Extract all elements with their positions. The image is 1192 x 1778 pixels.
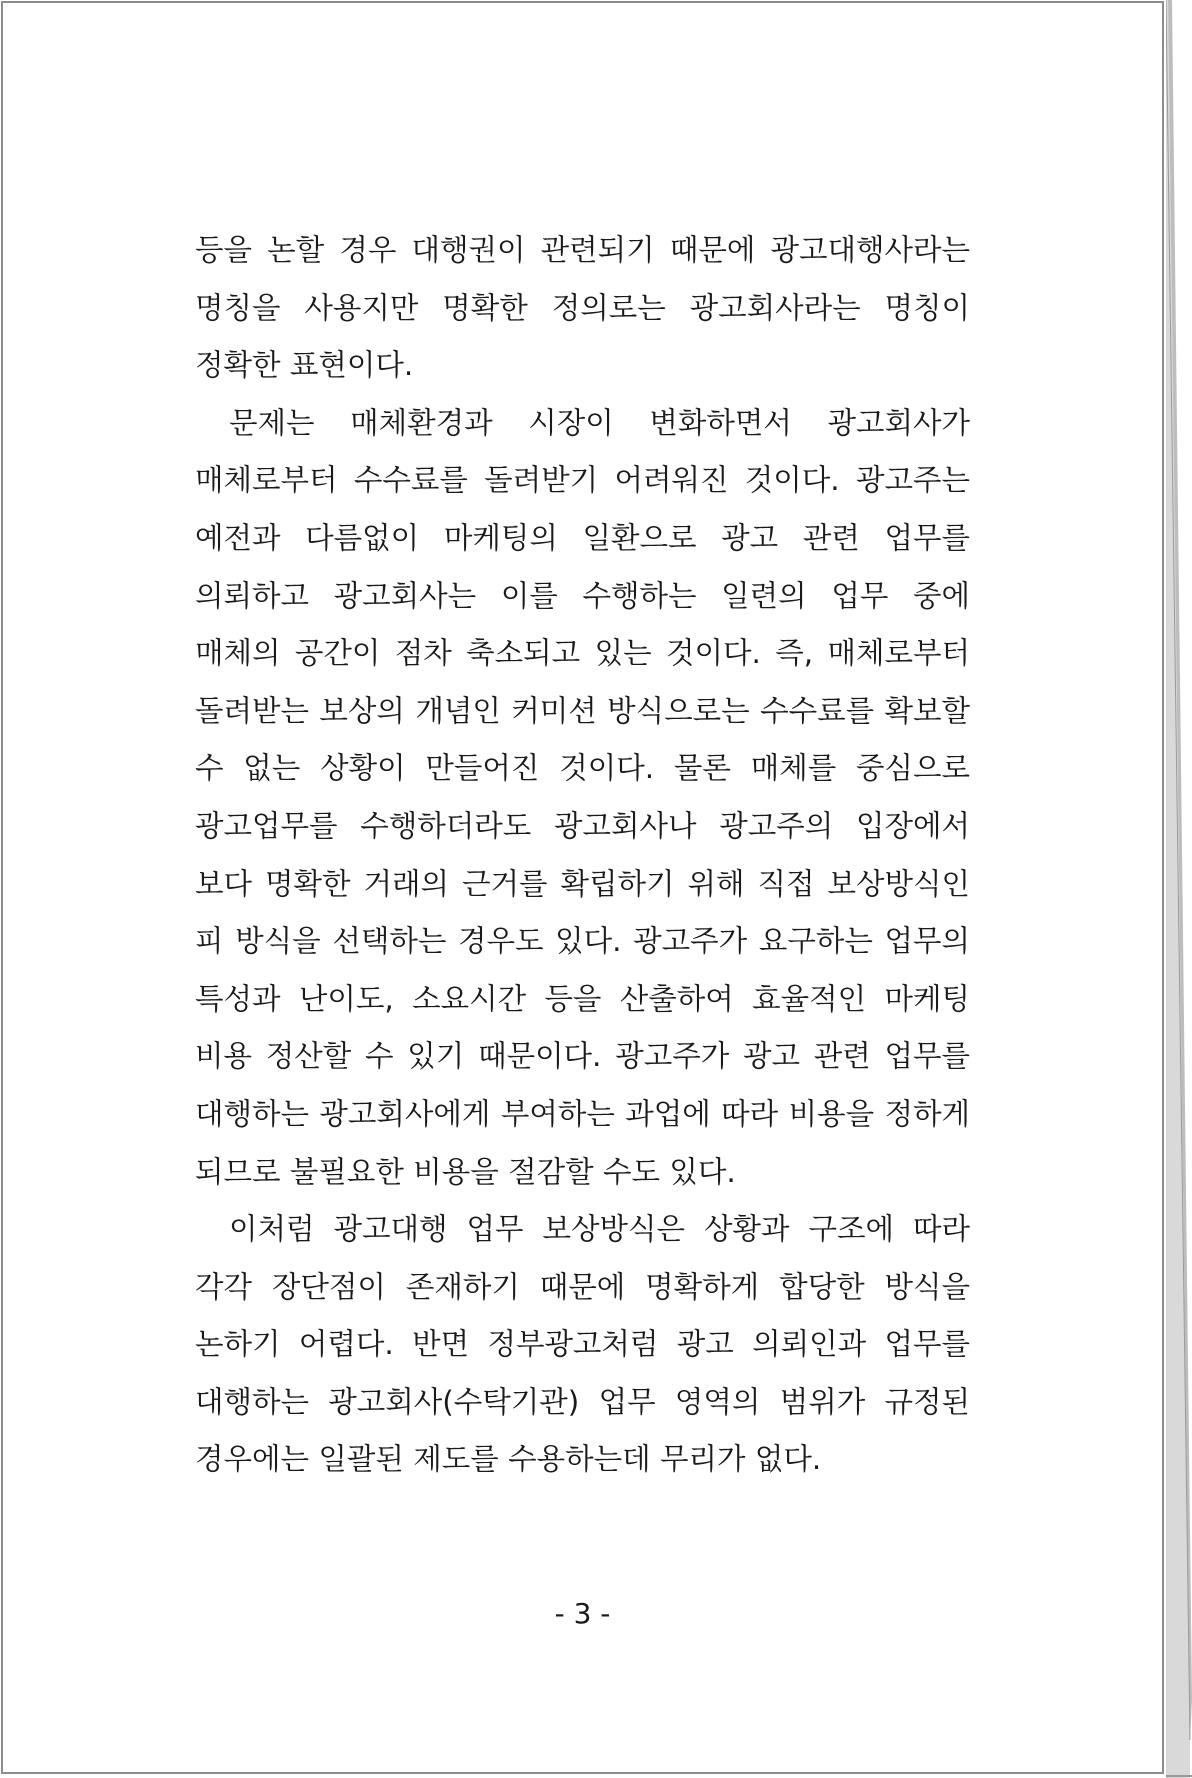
- paragraph-2: 문제는 매체환경과 시장이 변화하면서 광고회사가 매체로부터 수수료를 돌려받기 어려워진 것이다. 광고주는 예전과 다름없이 마케팅의 일환으로 광고 관련 업무를 의뢰하고 광고회사는 이를 수행하는 일련의 업무 중에 매체의 공간이 점차 축소되고 있는 것이다. 즉, 매체로부터 돌려받는 보상의 개념인 커미션 방식으로는 수수료를 확보할 수 없는 상황이 만들어진 것이다. 물론 매체를 중심으로 광고업무를 수행하더라도 광고회사나 광고주의 입장에서 보다 명확한 거래의 근거를 확립하기 위해 직접 보상방식인 피 방식을 선택하는 경우도 있다. 광고주가 요구하는 업무의 특성과 난이도, 소요시간 등을 산출하여 효율적인 마케팅 비용 정산할 수 있기 때문이다. 광고주가 광고 관련 업무를 대행하는 광고회사에게 부여하는 과업에 따라 비용을 정하게 되므로 불필요한 비용을 절감할 수도 있다.: [195, 405, 970, 1189]
- page-number: - 3 -: [554, 1597, 611, 1630]
- document-body: [195, 222, 970, 1489]
- paragraph-1: 등을 논할 경우 대행권이 관련되기 때문에 광고대행사라는 명칭을 사용지만 명확한 정의로는 광고회사라는 명칭이 정확한 표현이다.: [195, 233, 970, 383]
- page-curl-edge: [1166, 0, 1192, 1778]
- paragraph-3: 이처럼 광고대행 업무 보상방식은 상황과 구조에 따라 각각 장단점이 존재하기 때문에 명확하게 합당한 방식을 논하기 어렵다. 반면 정부광고처럼 광고 의뢰인과 업무를 대행하는 광고회사(수탁기관) 업무 영역의 범위가 규정된 경우에는 일괄된 제도를 수용하는데 무리가 없다.: [195, 1212, 970, 1477]
